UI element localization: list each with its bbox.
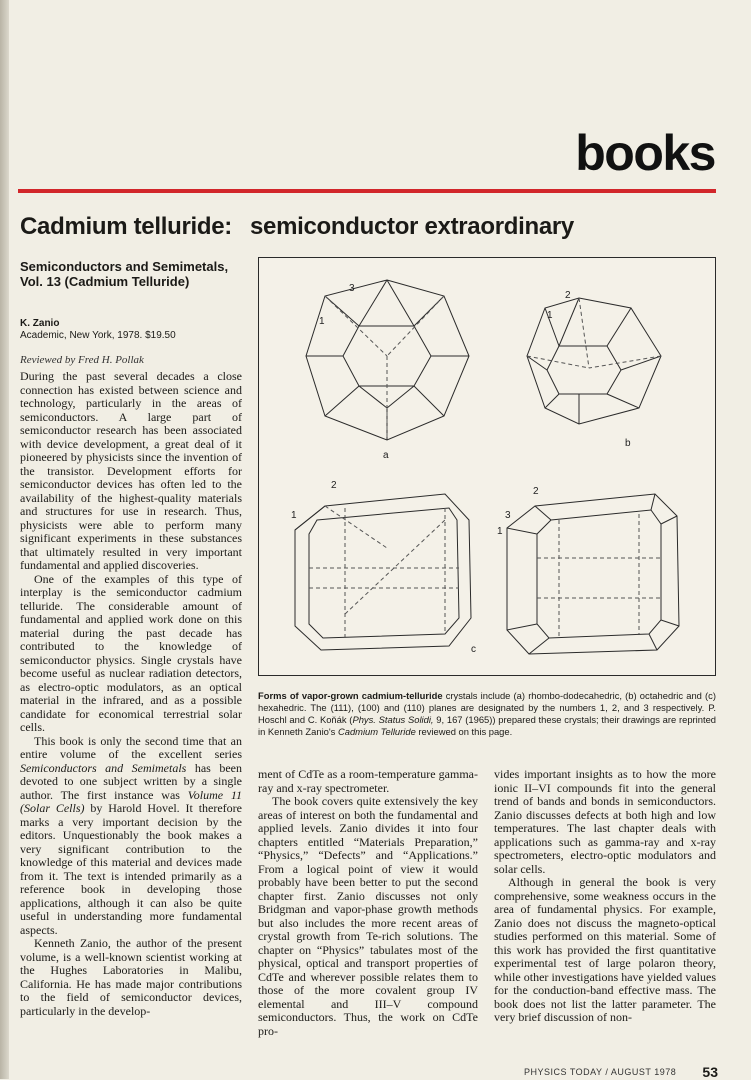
plane-label-2: 2 — [533, 486, 539, 497]
volume-title: Volume 11 (Solar Cells) — [20, 787, 243, 815]
plane-label-1: 1 — [319, 316, 325, 327]
page-spine-shadow — [0, 0, 9, 1079]
section-rule — [18, 189, 716, 193]
paragraph-text: has been devoted to one subject written by a single author. The first instance was — [20, 760, 242, 802]
book-title-line-1: Semiconductors and Semimetals, — [20, 259, 229, 274]
paragraph: One of the examples of this type of interplay is the semiconductor cadmium telluride. The considerable amount of fundamental and applied work done on this material during the past decade has contributed to the knowledge of semiconductor physics. Single crystals have become useful as nuclear radiation detectors, as electro-optic modulators, as an optical material in the infrared, and as a possible candidate for economical terrestrial solar cells. — [20, 571, 242, 734]
reviewer-line: Reviewed by Fred H. Pollak — [20, 354, 144, 366]
headline-right: semiconductor extraordinary — [249, 213, 574, 240]
paragraph: Kenneth Zanio, the author of the present volume, is a well-known scientist working at the Hughes Laboratories in Malibu, California. He has made major contributions to the field of semiconductor devices, particularly in the develop- — [20, 936, 242, 1018]
text-column-1 — [20, 370, 242, 1018]
section-title: books — [575, 125, 715, 181]
plane-label-1: 1 — [291, 510, 297, 521]
crystal-figure — [258, 257, 716, 676]
crystal-drawings — [259, 258, 715, 675]
book-meta — [20, 318, 250, 342]
caption-journal: Phys. Status Solidi, — [352, 714, 434, 725]
caption-text: 9, 167 (1965)) prepared these crystals; their drawings are reprinted in Kenneth Zanio's — [258, 714, 716, 737]
caption-book-title: Cadmium Telluride — [337, 726, 416, 737]
paragraph: During the past several decades a close connection has existed between science and technology, particularly in the areas of semiconductors. A large part of semiconductor research has been associated with device development, a great deal of it pioneered by physicists since the invention of the transistor. Development efforts for semiconductor devices has often led to the availability of the highest-quality materials and structures for use in research. Thus, physicists were able to perform many significant experiments in these substances that ultimately resulted in very important fundamental and applied discoveries. — [20, 369, 242, 572]
book-title — [20, 259, 250, 289]
caption-text: reviewed on this page. — [415, 726, 513, 737]
crystal-label-a: a — [383, 450, 389, 461]
book-title-line-2: Vol. 13 (Cadmium Telluride) — [20, 274, 190, 289]
plane-label-1: 1 — [497, 526, 503, 537]
paragraph: vides important insights as to how the more ionic II–VI compounds fit into the general trend of bands and bonds in semiconductors. Zanio discusses defects at both high and low temperatures. The last chapter deals with applications such as gamma-ray and x-ray spectrometers, electro-optic modulators and solar cells. — [494, 767, 716, 876]
crystal-label-c: c — [471, 644, 476, 655]
crystal-c-drawing — [295, 494, 471, 650]
crystal-d-drawing — [507, 494, 679, 654]
paragraph: Although in general the book is very comprehensive, some weakness occurs in the area of fundamental physics. For example, Zanio does not discuss the magneto-optical studies performed on this material. Some of this work has provided the first quantitative experimental test of large polaron theory, while other investigations have yielded values for the conduction-band effective mass. The book does not list the latter parameter. The very brief discussion of non- — [494, 875, 716, 1024]
paragraph: ment of CdTe as a room-temperature gamma-ray and x-ray spectrometer. — [258, 767, 478, 795]
plane-label-2: 2 — [331, 480, 337, 491]
text-column-3 — [494, 768, 716, 1025]
article-headline — [20, 215, 574, 239]
text-column-2 — [258, 768, 478, 1038]
page-number: 53 — [702, 1064, 718, 1080]
figure-caption — [258, 690, 716, 738]
series-title: Semiconductors and Semimetals — [20, 760, 187, 775]
plane-label-2: 2 — [565, 290, 571, 301]
running-footer: PHYSICS TODAY / AUGUST 1978 — [524, 1067, 677, 1077]
book-author: K. Zanio — [20, 318, 60, 329]
paragraph-text: by Harold Hovel. It therefore marks a very important decision by the editors. Unquestionably the book makes a very significant contribution to the knowledge of this material and devices made from it. The text is intended primarily as a reference book in developing those applications, although it can also be quite useful in understanding more fundamental aspects. — [20, 801, 243, 937]
paragraph-text: This book is only the second time that an entire volume of the excellent series — [20, 733, 242, 761]
plane-label-3: 3 — [349, 283, 355, 294]
plane-label-3: 3 — [505, 510, 511, 521]
crystal-a-drawing — [306, 280, 469, 440]
plane-label-1: 1 — [547, 310, 553, 321]
book-publisher: Academic, New York, 1978. $19.50 — [20, 330, 176, 341]
headline-left: Cadmium telluride: — [20, 213, 232, 240]
caption-lead: Forms of vapor-grown cadmium-telluride — [258, 690, 443, 701]
crystal-label-b: b — [625, 438, 631, 449]
paragraph — [20, 735, 242, 938]
paragraph: The book covers quite extensively the key areas of interest on both the fundamental and applied levels. Zanio divides it into four chapters entitled “Materials Preparation,” “Physics,” “Defects” and “Applications.” From a logical point of view it would probably have been better to put the second chapter first. Zanio discusses not only Bridgman and vapor-phase growth methods but also includes the more recent areas of crystal growth from Te-rich solutions. The chapter on “Physics” tabulates most of the physical, optical and transport properties of CdTe and wherever possible relates them to those of the more covalent group IV elemental and III–V compound semiconductors. Thus, the work on CdTe pro- — [258, 794, 478, 1038]
caption-text: crystals include (a) rhombo-dodecahedric, (b) octahedric and (c) hexahedric. The (111), (100) and (110) planes are designated by the numbers 1, 2, and 3 respectively. P. Hoschl and C. Koňák ( — [258, 690, 716, 725]
